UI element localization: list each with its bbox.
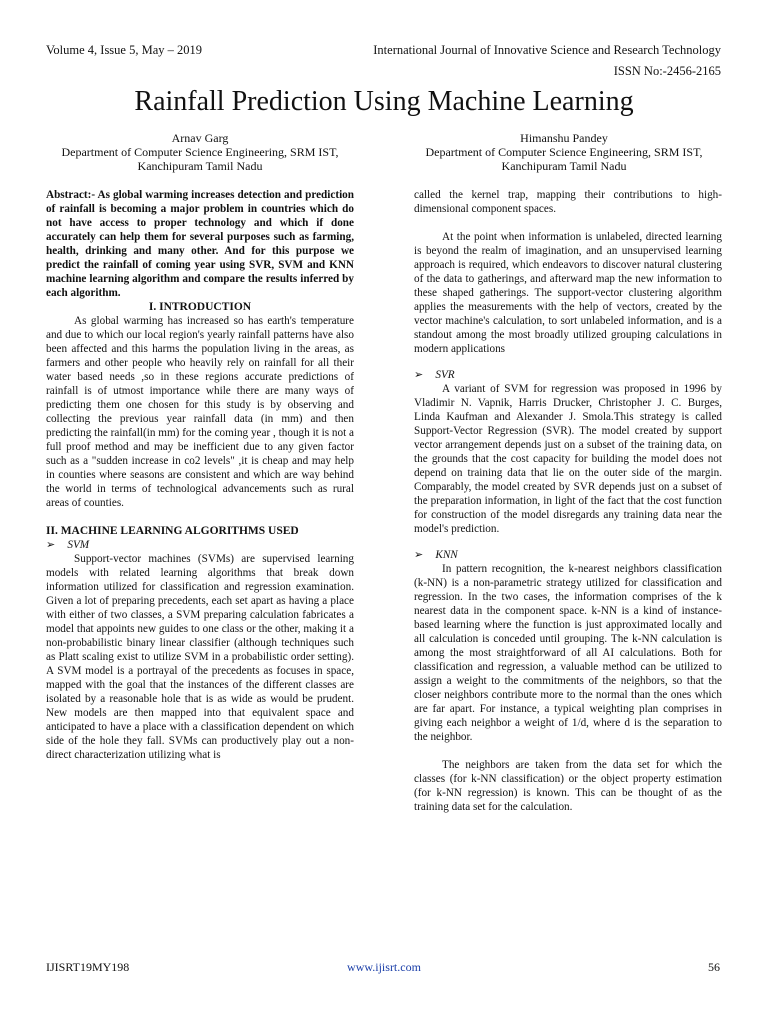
journal-name: International Journal of Innovative Science and Research Technology <box>373 43 721 57</box>
bullet-arrow-icon: ➢ <box>46 539 56 551</box>
svr-subheading <box>414 368 722 382</box>
intro-paragraph: As global warming has increased so has earth's temperature and due to which our local region's yearly rainfall patterns have also been affected and this harms the population living in the areas, as farmers and other people who heavily rely on rainfall for all their water based needs ,so in these regions accurate predictions of rainfall is of utmost importance while there are many ways of predicting them one chosen for this study is by observing and collecting the previous year rainfall data (in mm) and then predicting the rainfall(in mm) for the coming year , though it is not a full proof method and may be inefficient due to any given factor such as a "sudden increase in co2 levels" ,it is cheap and may help in counties where seasons are consistent and which are way behind the world in terms of technological advancements such as rural areas of counties. <box>46 315 354 509</box>
left-column <box>46 188 354 762</box>
unlabeled-paragraph: At the point when information is unlabeled, directed learning is beyond the realm of imagination, and an unsupervised learning approach is required, which endeavors to discover natural clustering of the data to gatherings, and afterward map the new information to these shaped gatherings. The support-vector clustering algorithm applies the measurements with the help of vectors, created by the vector machine's calculation, to sort unlabeled information, and is a standout among the most broadly utilized grouping calculations in modern applications <box>414 231 722 355</box>
ml-algorithms-heading: II. MACHINE LEARNING ALGORITHMS USED <box>46 525 299 537</box>
author-name: Himanshu Pandey <box>520 131 608 145</box>
page-number: 56 <box>708 960 720 974</box>
abstract: Abstract:- As global warming increases detection and prediction of rainfall is becoming a major problem in countries which do not have access to proper technology and which if done accurately can help them for several purposes such as farming, health, drinking and many other. And for this purpose we predict the rainfall of coming year using SVR, SVM and KNN machine learning algorithm and compare the results inferred by each algorithm. <box>46 189 354 299</box>
svm-paragraph: Support-vector machines (SVMs) are supervised learning models with related learning algorithms that break down information utilized for classification and regression examination. Given a lot of preparing precedents, each set apart as having a place with either of two classes, a SVM preparing calculation fabricates a model that appoints new guides to one class or the other, making it a non-probabilistic binary linear classifier (although techniques such as Platt scaling exist to utilize SVM in a probabilistic order setting). A SVM model is a portrayal of the precedents as focuses in space, mapped with the goal that the instances of the different classes are isolated by a reasonable hole that is as wide as would be prudent. New models are then mapped into that equivalent space and anticipated to have a place with a classification dependent on which side of the hole they fall. SVMs can productively play out a non-direct characterization utilizing what is <box>46 553 354 761</box>
paper-id: IJISRT19MY198 <box>46 960 130 974</box>
author-location: Kanchipuram Tamil Nadu <box>501 159 627 173</box>
author-block-2 <box>394 131 734 173</box>
journal-issn: ISSN No:-2456-2165 <box>613 64 721 78</box>
author-department: Department of Computer Science Engineering, SRM IST, <box>425 145 703 159</box>
svm-subheading-label: SVM <box>67 539 90 551</box>
bullet-arrow-icon: ➢ <box>414 549 424 561</box>
bullet-arrow-icon: ➢ <box>414 369 424 381</box>
knn-subheading <box>414 548 722 562</box>
svr-paragraph: A variant of SVM for regression was proposed in 1996 by Vladimir N. Vapnik, Harris Drucker, Christopher J. C. Burges, Linda Kaufman and Alexander J. Smola.This strategy is called Support-Vector Regression (SVR). The model created by support vector arrangement depends just on a subset of the training data, on the grounds that the cost capacity for building the model does not depend on training data that lie on the outer side of the margin. Comparably, the model created by SVR depends just on a subset of the preparation information, in light of the fact that the cost function for construction of the model disregards any training data near the model's prediction. <box>414 383 722 535</box>
author-department: Department of Computer Science Engineering, SRM IST, <box>61 145 339 159</box>
svm-paragraph-continued: called the kernel trap, mapping their contributions to high-dimensional component spaces. <box>414 189 722 215</box>
svr-subheading-label: SVR <box>435 369 455 381</box>
right-column <box>414 188 722 814</box>
author-name: Arnav Garg <box>171 131 229 145</box>
neighbors-paragraph: The neighbors are taken from the data set for which the classes (for k-NN classification) or the object property estimation (for k-NN regression) is known. This can be thought of as the training data set for the calculation. <box>414 759 722 813</box>
svm-subheading <box>46 538 354 552</box>
author-location: Kanchipuram Tamil Nadu <box>137 159 263 173</box>
knn-paragraph: In pattern recognition, the k-nearest neighbors classification (k-NN) is a non-parametric strategy utilized for classification and regression. In the two cases, the information comprises of the k nearest data in the component space. k-NN is a kind of instance-based learning where the function is just approximated locally and all calculation is conceded until grouping. The k-NN calculation is among the most straightforward of all AI calculations. Both for classification and regression, a valuable method can be utilized to assign a weight to the commitments of the neighbors, so that the closer neighbors contribute more to the normal than the ones which are far apart. For instance, a typical weighting plan comprises in giving each neighbor a weight of 1/d, where d is the separation to the neighbor. <box>414 563 722 743</box>
paper-title: Rainfall Prediction Using Machine Learning <box>134 86 634 117</box>
journal-volume: Volume 4, Issue 5, May – 2019 <box>46 43 203 57</box>
intro-heading: I. INTRODUCTION <box>148 301 252 313</box>
journal-website-link[interactable]: www.ijisrt.com <box>347 960 421 974</box>
author-block-1 <box>30 131 370 173</box>
knn-subheading-label: KNN <box>435 549 458 561</box>
